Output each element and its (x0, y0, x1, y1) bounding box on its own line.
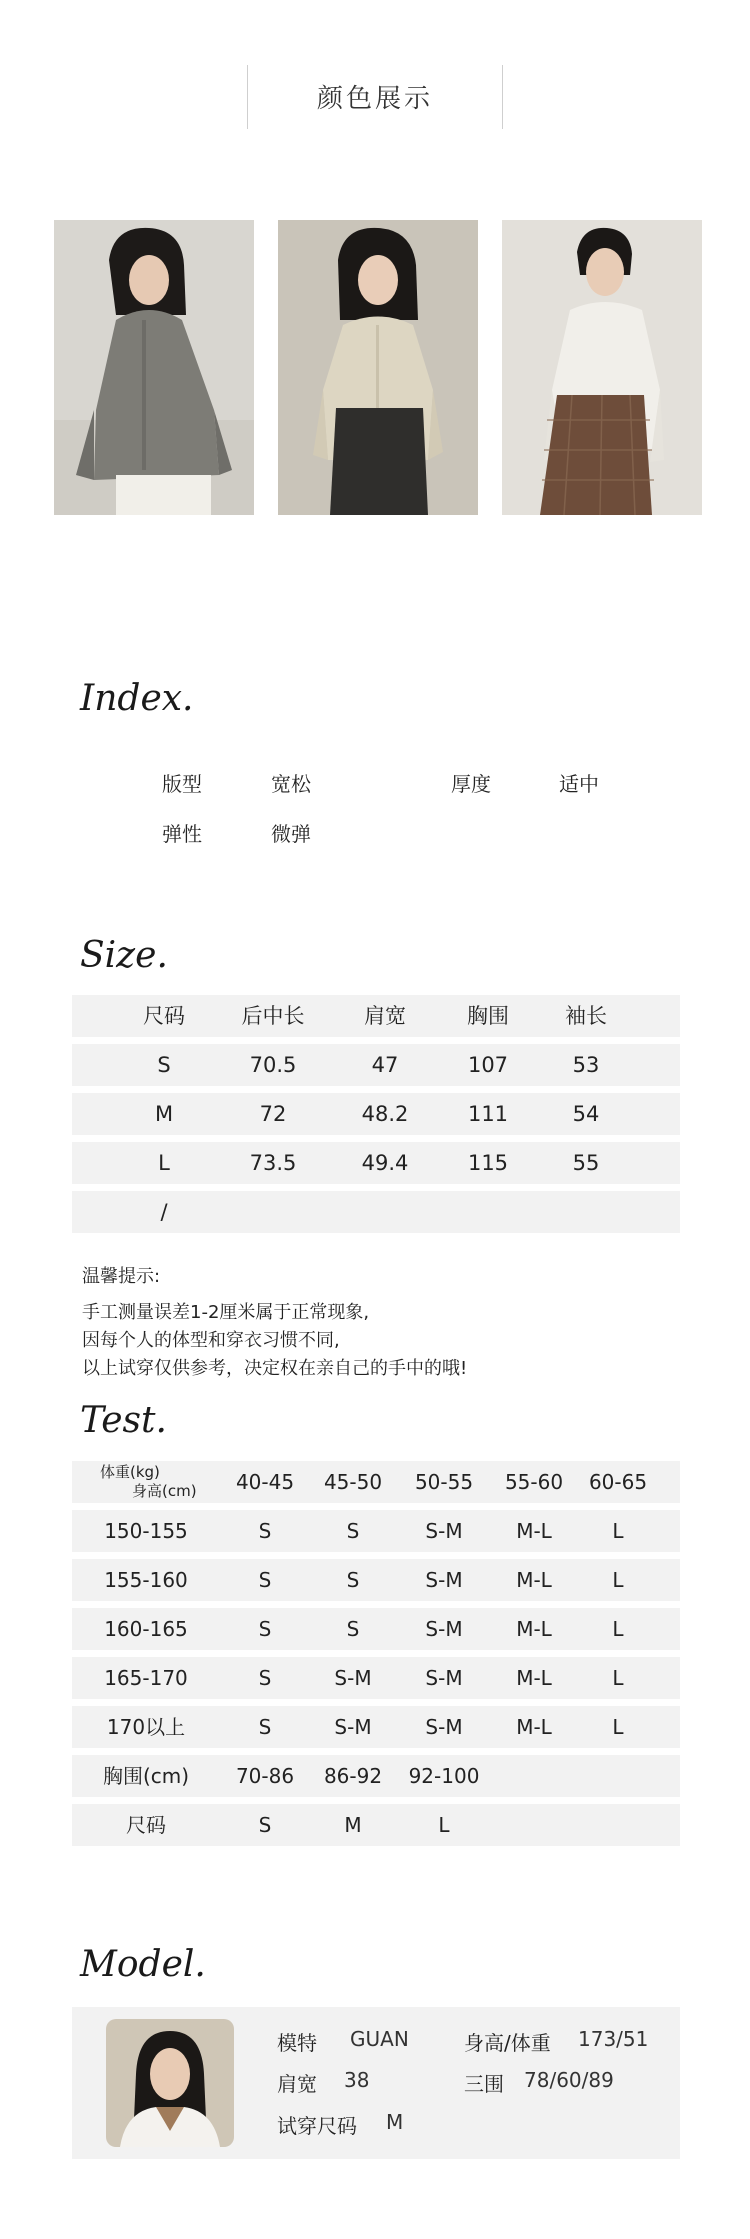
model-shoulder-value: 38 (344, 2068, 370, 2092)
size-cell: M (154, 1102, 174, 1126)
test-header-cell: 40-45 (235, 1470, 295, 1494)
test-cell: S (346, 1568, 360, 1592)
size-cell: 47 (371, 1053, 399, 1077)
test-header-cell: 60-65 (588, 1470, 648, 1494)
size-cell: 73.5 (249, 1151, 297, 1175)
test-cell: 150-155 (104, 1519, 188, 1543)
size-cell: 54 (572, 1102, 600, 1126)
table-row (72, 1608, 680, 1650)
color-photo-beige[interactable] (278, 220, 478, 515)
section-title-test: Test. (80, 1400, 167, 1441)
test-cell: S-M (425, 1568, 463, 1592)
index-value-thickness: 适中 (559, 772, 599, 796)
test-cell: S (258, 1617, 272, 1641)
test-cell: 170以上 (106, 1715, 186, 1739)
size-cell: 111 (467, 1102, 509, 1126)
size-header-cell: 胸围 (467, 1004, 509, 1028)
test-cell: 胸围(cm) (102, 1764, 190, 1788)
model-name-label: 模特 (277, 2031, 317, 2055)
index-label-elasticity: 弹性 (162, 822, 202, 846)
test-header-cell: 45-50 (323, 1470, 383, 1494)
table-row (72, 1044, 680, 1086)
size-cell: 49.4 (361, 1151, 409, 1175)
tips-title: 温馨提示: (82, 1266, 161, 1287)
size-cell: S (157, 1053, 171, 1077)
table-row (72, 1755, 680, 1797)
model-shoulder-label: 肩宽 (277, 2072, 317, 2096)
test-cell: L (612, 1617, 624, 1641)
size-header-cell: 后中长 (241, 1004, 305, 1028)
test-cell: M (344, 1813, 362, 1837)
size-header-cell: 尺码 (143, 1004, 185, 1028)
corner-label-height: 身高(cm) (132, 1482, 197, 1500)
size-cell: L (158, 1151, 170, 1175)
model-hw-label: 身高/体重 (464, 2031, 551, 2055)
test-cell: S-M (425, 1666, 463, 1690)
test-cell: L (438, 1813, 450, 1837)
tips-line: 以上试穿仅供参考，决定权在亲自己的手中的哦! (82, 1358, 468, 1379)
test-cell: S (258, 1519, 272, 1543)
table-row (72, 1706, 680, 1748)
test-cell: M-L (516, 1666, 552, 1690)
size-cell: 72 (259, 1102, 287, 1126)
index-label-fit: 版型 (162, 772, 202, 796)
table-row (72, 1510, 680, 1552)
model-size-label: 试穿尺码 (277, 2114, 357, 2138)
color-photo-gray[interactable] (54, 220, 254, 515)
section-title-model: Model. (80, 1944, 206, 1985)
test-cell: L (612, 1715, 624, 1739)
tips-line: 因每个人的体型和穿衣习惯不同, (82, 1330, 340, 1351)
model-hw-value: 173/51 (578, 2027, 649, 2051)
test-header-cell: 55-60 (504, 1470, 564, 1494)
test-cell: S-M (334, 1715, 372, 1739)
index-value-fit: 宽松 (271, 772, 311, 796)
table-row (72, 1559, 680, 1601)
size-header-cell: 袖长 (565, 1004, 607, 1028)
test-cell: 160-165 (104, 1617, 188, 1641)
test-cell: L (612, 1666, 624, 1690)
test-cell: S-M (334, 1666, 372, 1690)
test-cell: L (612, 1568, 624, 1592)
test-header-cell: 50-55 (414, 1470, 474, 1494)
index-value-elasticity: 微弹 (271, 822, 311, 846)
test-cell: S (258, 1666, 272, 1690)
test-cell: 70-86 (235, 1764, 295, 1788)
table-row (72, 1142, 680, 1184)
test-cell: 165-170 (104, 1666, 188, 1690)
test-cell: S (258, 1715, 272, 1739)
size-cell: 53 (572, 1053, 600, 1077)
test-cell: S-M (425, 1519, 463, 1543)
test-cell: S (346, 1519, 360, 1543)
model-size-value: M (386, 2110, 404, 2134)
table-row (72, 1191, 680, 1233)
section-title-index: Index. (80, 678, 194, 719)
section-title-colors: 颜色展示 (316, 84, 433, 114)
test-cell: 155-160 (104, 1568, 188, 1592)
test-cell: L (612, 1519, 624, 1543)
model-name-value: GUAN (350, 2027, 409, 2051)
size-cell: 115 (467, 1151, 509, 1175)
table-row (72, 1657, 680, 1699)
table-row (72, 1804, 680, 1846)
size-table-header (72, 995, 680, 1037)
test-cell: S (258, 1813, 272, 1837)
test-cell: M-L (516, 1568, 552, 1592)
table-row (72, 1093, 680, 1135)
model-card (72, 2007, 680, 2159)
size-cell: 107 (467, 1053, 509, 1077)
size-cell: 55 (572, 1151, 600, 1175)
test-cell: 92-100 (408, 1764, 480, 1788)
test-table-header (72, 1461, 680, 1503)
test-cell: 尺码 (126, 1813, 166, 1837)
size-cell: 48.2 (361, 1102, 409, 1126)
color-photo-white[interactable] (502, 220, 702, 515)
tips-line: 手工测量误差1-2厘米属于正常现象, (82, 1302, 370, 1323)
index-label-thickness: 厚度 (451, 772, 491, 796)
test-cell: M-L (516, 1519, 552, 1543)
model-bwh-value: 78/60/89 (524, 2068, 614, 2092)
test-cell: S-M (425, 1715, 463, 1739)
model-bwh-label: 三围 (464, 2072, 504, 2096)
test-cell: M-L (516, 1715, 552, 1739)
model-avatar (106, 2019, 234, 2147)
section-title-size: Size. (80, 935, 168, 976)
test-cell: S-M (425, 1617, 463, 1641)
corner-label-weight: 体重(kg) (100, 1463, 160, 1481)
test-cell: S (258, 1568, 272, 1592)
test-cell: 86-92 (323, 1764, 383, 1788)
test-cell: M-L (516, 1617, 552, 1641)
size-cell: / (160, 1200, 168, 1224)
size-header-cell: 肩宽 (364, 1004, 406, 1028)
test-cell: S (346, 1617, 360, 1641)
size-cell: 70.5 (249, 1053, 297, 1077)
